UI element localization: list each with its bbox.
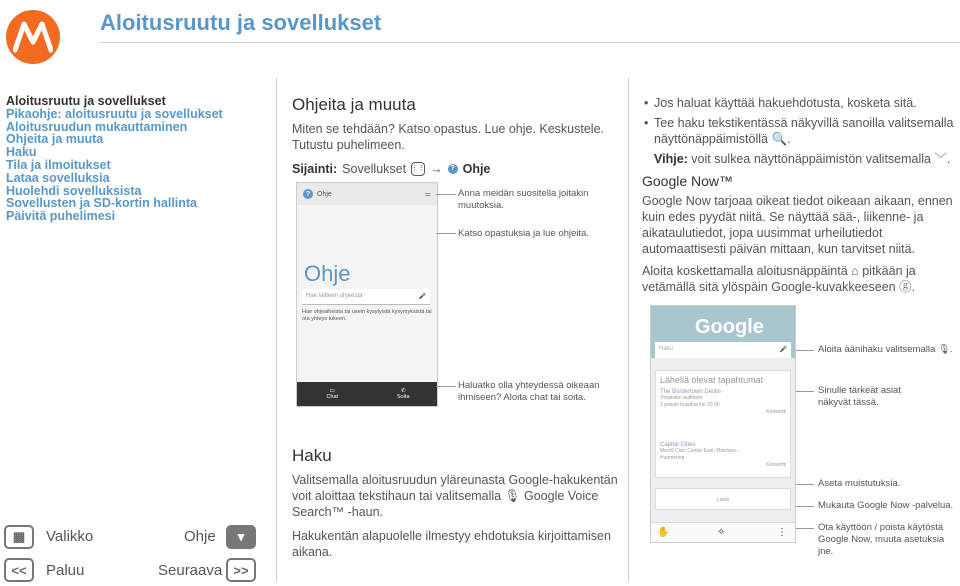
back-icon[interactable]: << xyxy=(4,558,34,582)
toc-item-search[interactable]: Haku xyxy=(6,145,37,160)
google-now-p1: Google Now tarjoaa oikeat tiedot oikeaan aikaan, ennen kuin edes pyydät niitä. Se näyttää sää-, liikenne- ja aikataulutiedot, jopa uusimmat urheilutiedot automaattisesti päivän mittaan, kun tarvitset niitä. xyxy=(642,194,953,256)
home-key-icon: ⌂ xyxy=(851,264,859,278)
events-card-title: Lähellä olevat tapahtumat xyxy=(660,375,764,385)
callout-line xyxy=(436,233,456,234)
table-of-contents xyxy=(6,95,246,223)
toc-item-status[interactable]: Tila ja ilmoitukset xyxy=(6,157,111,172)
chat-icon: ▭ xyxy=(329,388,335,394)
callout-line xyxy=(796,528,814,529)
event-1-venue: Yliopiston auditorio xyxy=(660,395,703,401)
google-search-field xyxy=(655,342,791,358)
column-divider-2 xyxy=(628,78,629,582)
google-now-p2-before: Aloita koskettamalla aloitusnäppäintä xyxy=(642,264,848,278)
callout-line xyxy=(436,194,456,195)
help-icon[interactable]: ▾ xyxy=(226,525,256,549)
phone-icon: ✆ xyxy=(400,388,406,394)
bullet-keyboard-search: • Tee haku tekstikentässä näkyvillä sanoilla valitsemalla näyttönäppäimistöllä 🔍. xyxy=(642,115,960,147)
help-app-icon: ? xyxy=(303,189,313,199)
search-p2: Hakukentän alapuolelle ilmestyy ehdotuksia kirjoittamisen aikana. xyxy=(292,529,611,559)
toc-item-update[interactable]: Päivitä puhelimesi xyxy=(6,209,116,224)
search-p1-after: Google Voice Search™ -haun. xyxy=(292,489,599,519)
help-phone-screenshot xyxy=(296,182,438,407)
search-heading: Haku xyxy=(292,446,332,465)
event-2-time: Huomenna xyxy=(660,455,685,461)
menu-label[interactable]: Valikko xyxy=(46,528,94,545)
menu-icon[interactable]: ▦ xyxy=(4,525,34,549)
event-2-venue: Merrill Civic Center East, Morrison... xyxy=(660,448,741,454)
tip-text: voit sulkea näyttönäppäimistön valitsemalla xyxy=(691,152,932,166)
mic-icon: 🎤 xyxy=(779,347,787,353)
callout-line xyxy=(796,484,814,485)
toc-item-sd-card[interactable]: Sovellusten ja SD-kortin hallinta xyxy=(6,196,198,211)
tip-line: Vihje: voit sulkea näyttönäppäimistön valitsemalla ﹀. xyxy=(654,152,951,166)
callout-suggestions: Anna meidän suositella joitakin muutoksia. xyxy=(458,188,589,211)
google-now-bottom-bar xyxy=(651,522,796,542)
location-path: Sovellukset xyxy=(342,162,407,176)
more-label: Lisää xyxy=(717,497,729,503)
next-label[interactable]: Seuraava xyxy=(158,562,223,579)
toc-item-home-apps[interactable]: Aloitusruutu ja sovellukset xyxy=(6,94,166,108)
bullet-keyboard-search-text: Tee haku tekstikentässä näkyvillä sanoilla valitsemalla näyttönäppäimistöllä xyxy=(654,116,954,146)
help-label[interactable]: Ohje xyxy=(184,528,216,545)
callout-line xyxy=(436,386,456,387)
location-end: Ohje xyxy=(462,162,491,176)
search-p1-before: Valitsemalla aloitusruudun yläreunasta Google-hakukentän voit aloittaa tekstihaun tai valitsemalla xyxy=(292,473,618,503)
callout-line xyxy=(796,350,814,351)
help-big-title: Ohje xyxy=(304,261,351,286)
callout-line xyxy=(796,391,814,392)
reminder-icon: ✋ xyxy=(657,527,670,538)
google-now-p2-after: pitkään ja vetämällä sitä ylöspäin Google-kuvakkeeseen xyxy=(642,264,916,294)
page-header xyxy=(0,0,960,70)
mic-icon: 🎤 xyxy=(418,294,426,300)
help-phone-navbar xyxy=(297,382,438,406)
search-icon: 🔍 xyxy=(771,132,788,146)
page-title: Aloitusruutu ja sovellukset xyxy=(100,10,382,35)
tip-label: Vihje: xyxy=(654,152,688,166)
settings-sliders-icon: ⚌ xyxy=(424,191,431,198)
back-label[interactable]: Paluu xyxy=(46,562,85,579)
mic-icon: 🎙 xyxy=(937,344,950,355)
help-heading: Ohjeita ja muuta xyxy=(292,95,416,114)
call-tab xyxy=(397,388,410,400)
google-logo: Google xyxy=(695,316,764,338)
google-icon: ⓖ xyxy=(899,280,912,294)
event-1-tag: Konsertti xyxy=(766,409,786,415)
callout-toggle: Ota käyttöön / poista käytöstä Google Now, muuta asetuksia jne. xyxy=(818,522,945,557)
callout-contact: Haluatko olla yhteydessä oikeaan ihmiseen? Aloita chat tai soita. xyxy=(458,380,600,403)
chat-tab xyxy=(326,388,338,400)
bullet-suggestion: • Jos haluat käyttää hakuehdotusta, kosketa sitä. xyxy=(642,95,960,111)
help-search-placeholder: Hae laitteen ohjeesta xyxy=(306,293,363,299)
search-p1 xyxy=(292,472,622,520)
toc-item-help[interactable]: Ohjeita ja muuta xyxy=(6,132,104,147)
help-intro: Miten se tehdään? Katso opastus. Lue ohje. Keskustele. Tutustu puhelimeen. xyxy=(292,122,605,152)
location-line xyxy=(292,161,618,177)
callout-reminder: Aseta muistutuksia. xyxy=(818,478,901,489)
event-2-name: Capital Cities xyxy=(660,442,696,448)
column-divider-1 xyxy=(276,78,277,582)
google-now-p2: Aloita koskettamalla aloitusnäppäintä ⌂ pitkään ja vetämällä sitä ylöspäin Google-kuvakkeeseen ⓖ. xyxy=(642,264,916,294)
help-search-field xyxy=(302,289,430,305)
google-search-placeholder: Haku xyxy=(659,346,674,352)
toc-item-download-apps[interactable]: Lataa sovelluksia xyxy=(6,170,110,185)
keyboard-hide-icon: ﹀ xyxy=(934,152,948,166)
callout-cards: Sinulle tärkeät asiat näkyvät tässä. xyxy=(818,385,901,408)
location-label: Sijainti: xyxy=(292,162,338,176)
apps-grid-icon: ⋮⋮ xyxy=(411,162,425,176)
mic-icon: 🎙 xyxy=(504,489,521,503)
google-now-banner xyxy=(651,306,795,358)
help-section xyxy=(292,95,618,177)
magic-wand-icon: ✧ xyxy=(717,527,726,538)
callout-line xyxy=(796,506,814,507)
help-hint: Hae ohjeaiheista tai usein kysytyistä kysymyksistä tai ota yhteys tukeen. xyxy=(302,309,432,322)
events-card xyxy=(655,370,791,446)
arrow-right-icon: → xyxy=(430,162,443,176)
header-divider xyxy=(100,42,960,43)
event-2-card xyxy=(655,438,791,478)
event-2-tag: Konsertti xyxy=(766,462,786,468)
help-topbar xyxy=(297,183,437,205)
event-1-name: The Bordertown Devils xyxy=(660,389,721,395)
call-label: Soita xyxy=(396,394,410,400)
search-section xyxy=(292,446,622,560)
event-1-time: 3 päivän kuluttua klo 20.00 xyxy=(660,402,720,408)
google-now-heading: Google Now™ xyxy=(642,173,734,189)
motorola-logo xyxy=(6,10,60,64)
help-topbar-label: Ohje xyxy=(317,190,332,198)
toc-item-customize[interactable]: Aloitusruudun mukauttaminen xyxy=(6,119,188,134)
overflow-menu-icon: ⋮ xyxy=(777,527,787,538)
more-card xyxy=(655,488,791,510)
toc-item-manage-apps[interactable]: Huolehdi sovelluksista xyxy=(6,183,142,198)
callout-voice: Aloita äänihaku valitsemalla 🎙. xyxy=(818,344,953,355)
toc-item-quick-start[interactable]: Pikaohje: aloitusruutu ja sovellukset xyxy=(6,106,223,121)
chat-label: Chat xyxy=(326,394,339,400)
next-icon[interactable]: >> xyxy=(226,558,256,582)
google-now-section xyxy=(642,95,960,295)
callout-tutorials: Katso opastuksia ja lue ohjeita. xyxy=(458,228,589,239)
google-now-phone-screenshot xyxy=(650,305,796,543)
callout-customize: Mukauta Google Now -palvelua. xyxy=(818,500,954,511)
callout-voice-text: Aloita äänihaku valitsemalla xyxy=(818,344,936,355)
help-question-icon: ? xyxy=(448,164,458,174)
